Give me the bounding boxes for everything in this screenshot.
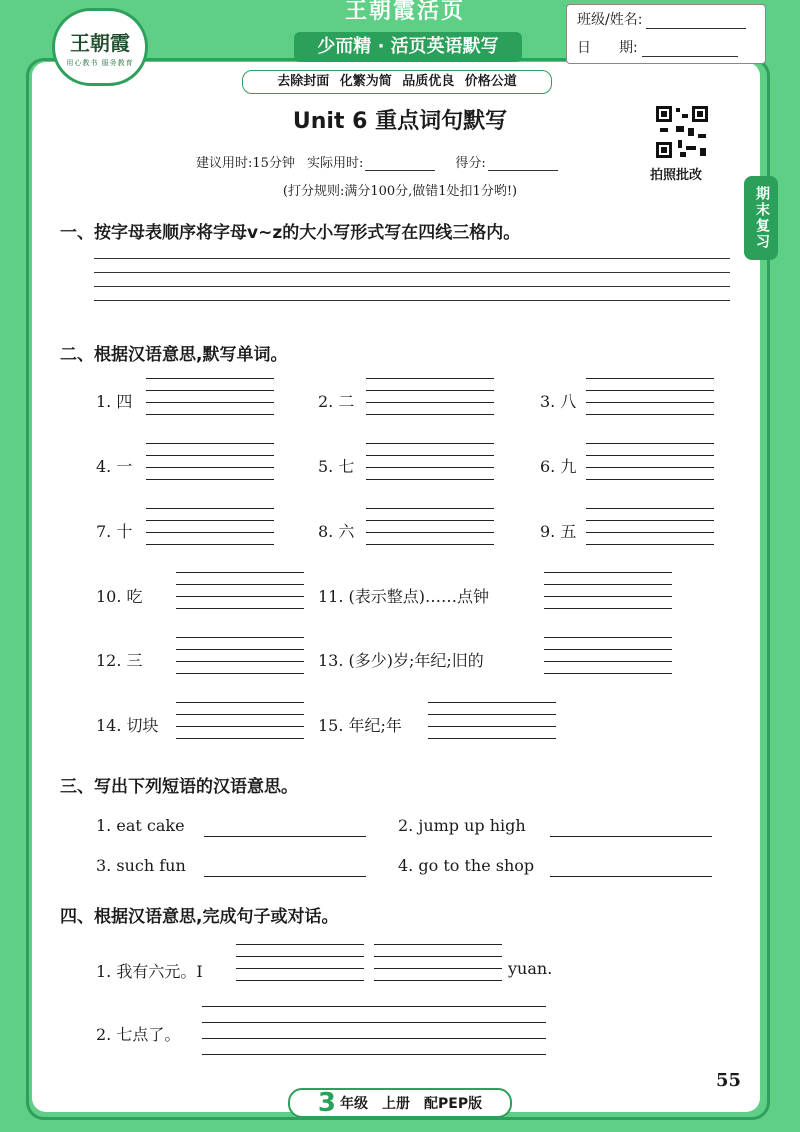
page-number: 55 (716, 1070, 742, 1091)
word-item-15: 15. 年纪;年 (318, 716, 402, 735)
score-field[interactable] (488, 156, 558, 171)
sentence-1-suffix: yuan. (508, 959, 553, 978)
phrase-item-3: 3. such fun (96, 856, 186, 875)
page-title: Unit 6 重点词句默写 (292, 109, 508, 134)
word-item-8: 8. 六 (318, 522, 355, 541)
class-name-row (577, 9, 746, 29)
sentence-2-prefix: 2. 七点了。 (96, 1025, 181, 1044)
logo-subtext: 用心教书 服务教育 (66, 58, 134, 67)
class-name-field[interactable] (646, 12, 746, 29)
word-item-4: 4. 一 (96, 457, 133, 476)
class-name-label: 班级/姓名: (577, 12, 643, 28)
word-item-9: 9. 五 (540, 522, 577, 541)
phrase-answer-3[interactable] (204, 876, 366, 877)
phrase-answer-1[interactable] (204, 836, 366, 837)
date-field[interactable] (642, 40, 738, 57)
brand-banner: 王朝霞活页 (344, 0, 465, 24)
section-1-heading: 一、按字母表顺序将字母v~z的大小写形式写在四线三格内。 (60, 223, 521, 243)
four-line-grid[interactable] (94, 258, 730, 306)
section-3-heading: 三、写出下列短语的汉语意思。 (60, 777, 298, 797)
series-title: 少而精 · 活页英语默写 (294, 32, 522, 62)
grade-text: 年级 上册 配PEP版 (340, 1096, 483, 1112)
word-item-14: 14. 切块 (96, 716, 159, 735)
word-item-12: 12. 三 (96, 651, 143, 670)
word-item-6: 6. 九 (540, 457, 577, 476)
word-item-5: 5. 七 (318, 457, 355, 476)
phrase-item-1: 1. eat cake (96, 816, 185, 835)
student-info-box (566, 4, 766, 64)
grade-footer (288, 1088, 512, 1118)
logo-text: 王朝霞 (70, 30, 130, 55)
word-item-13: 13. (多少)岁;年纪;旧的 (318, 651, 484, 670)
date-label: 日 期: (577, 40, 638, 56)
phrase-answer-2[interactable] (550, 836, 712, 837)
phrase-item-2: 2. jump up high (398, 816, 526, 835)
actual-time-label: 实际用时: (306, 156, 364, 171)
section-2-heading: 二、根据汉语意思,默写单词。 (60, 345, 288, 365)
qr-label: 拍照批改 (650, 168, 703, 183)
score-label: 得分: (455, 156, 486, 171)
slogan: 去除封面 化繁为简 品质优良 价格公道 (242, 70, 552, 94)
phrase-answer-4[interactable] (550, 876, 712, 877)
sentence-1-prefix: 1. 我有六元。I (96, 962, 203, 981)
actual-time-field[interactable] (365, 156, 435, 171)
side-tab: 期末复习 (744, 176, 778, 260)
grade-number: 3 (317, 1088, 336, 1118)
publisher-logo (52, 8, 148, 86)
word-item-10: 10. 吃 (96, 587, 143, 606)
qr-code-icon[interactable] (654, 104, 710, 160)
word-item-11: 11. (表示整点)……点钟 (318, 587, 490, 606)
timing-row (196, 152, 578, 171)
section-4-heading: 四、根据汉语意思,完成句子或对话。 (60, 907, 339, 927)
date-row (577, 37, 738, 57)
word-item-2: 2. 二 (318, 392, 355, 411)
word-item-7: 7. 十 (96, 522, 133, 541)
word-item-3: 3. 八 (540, 392, 577, 411)
suggested-time: 建议用时:15分钟 (196, 156, 295, 171)
scoring-rule: (打分规则:满分100分,做错1处扣1分哟!) (282, 184, 518, 199)
phrase-item-4: 4. go to the shop (398, 856, 535, 875)
word-item-1: 1. 四 (96, 392, 133, 411)
